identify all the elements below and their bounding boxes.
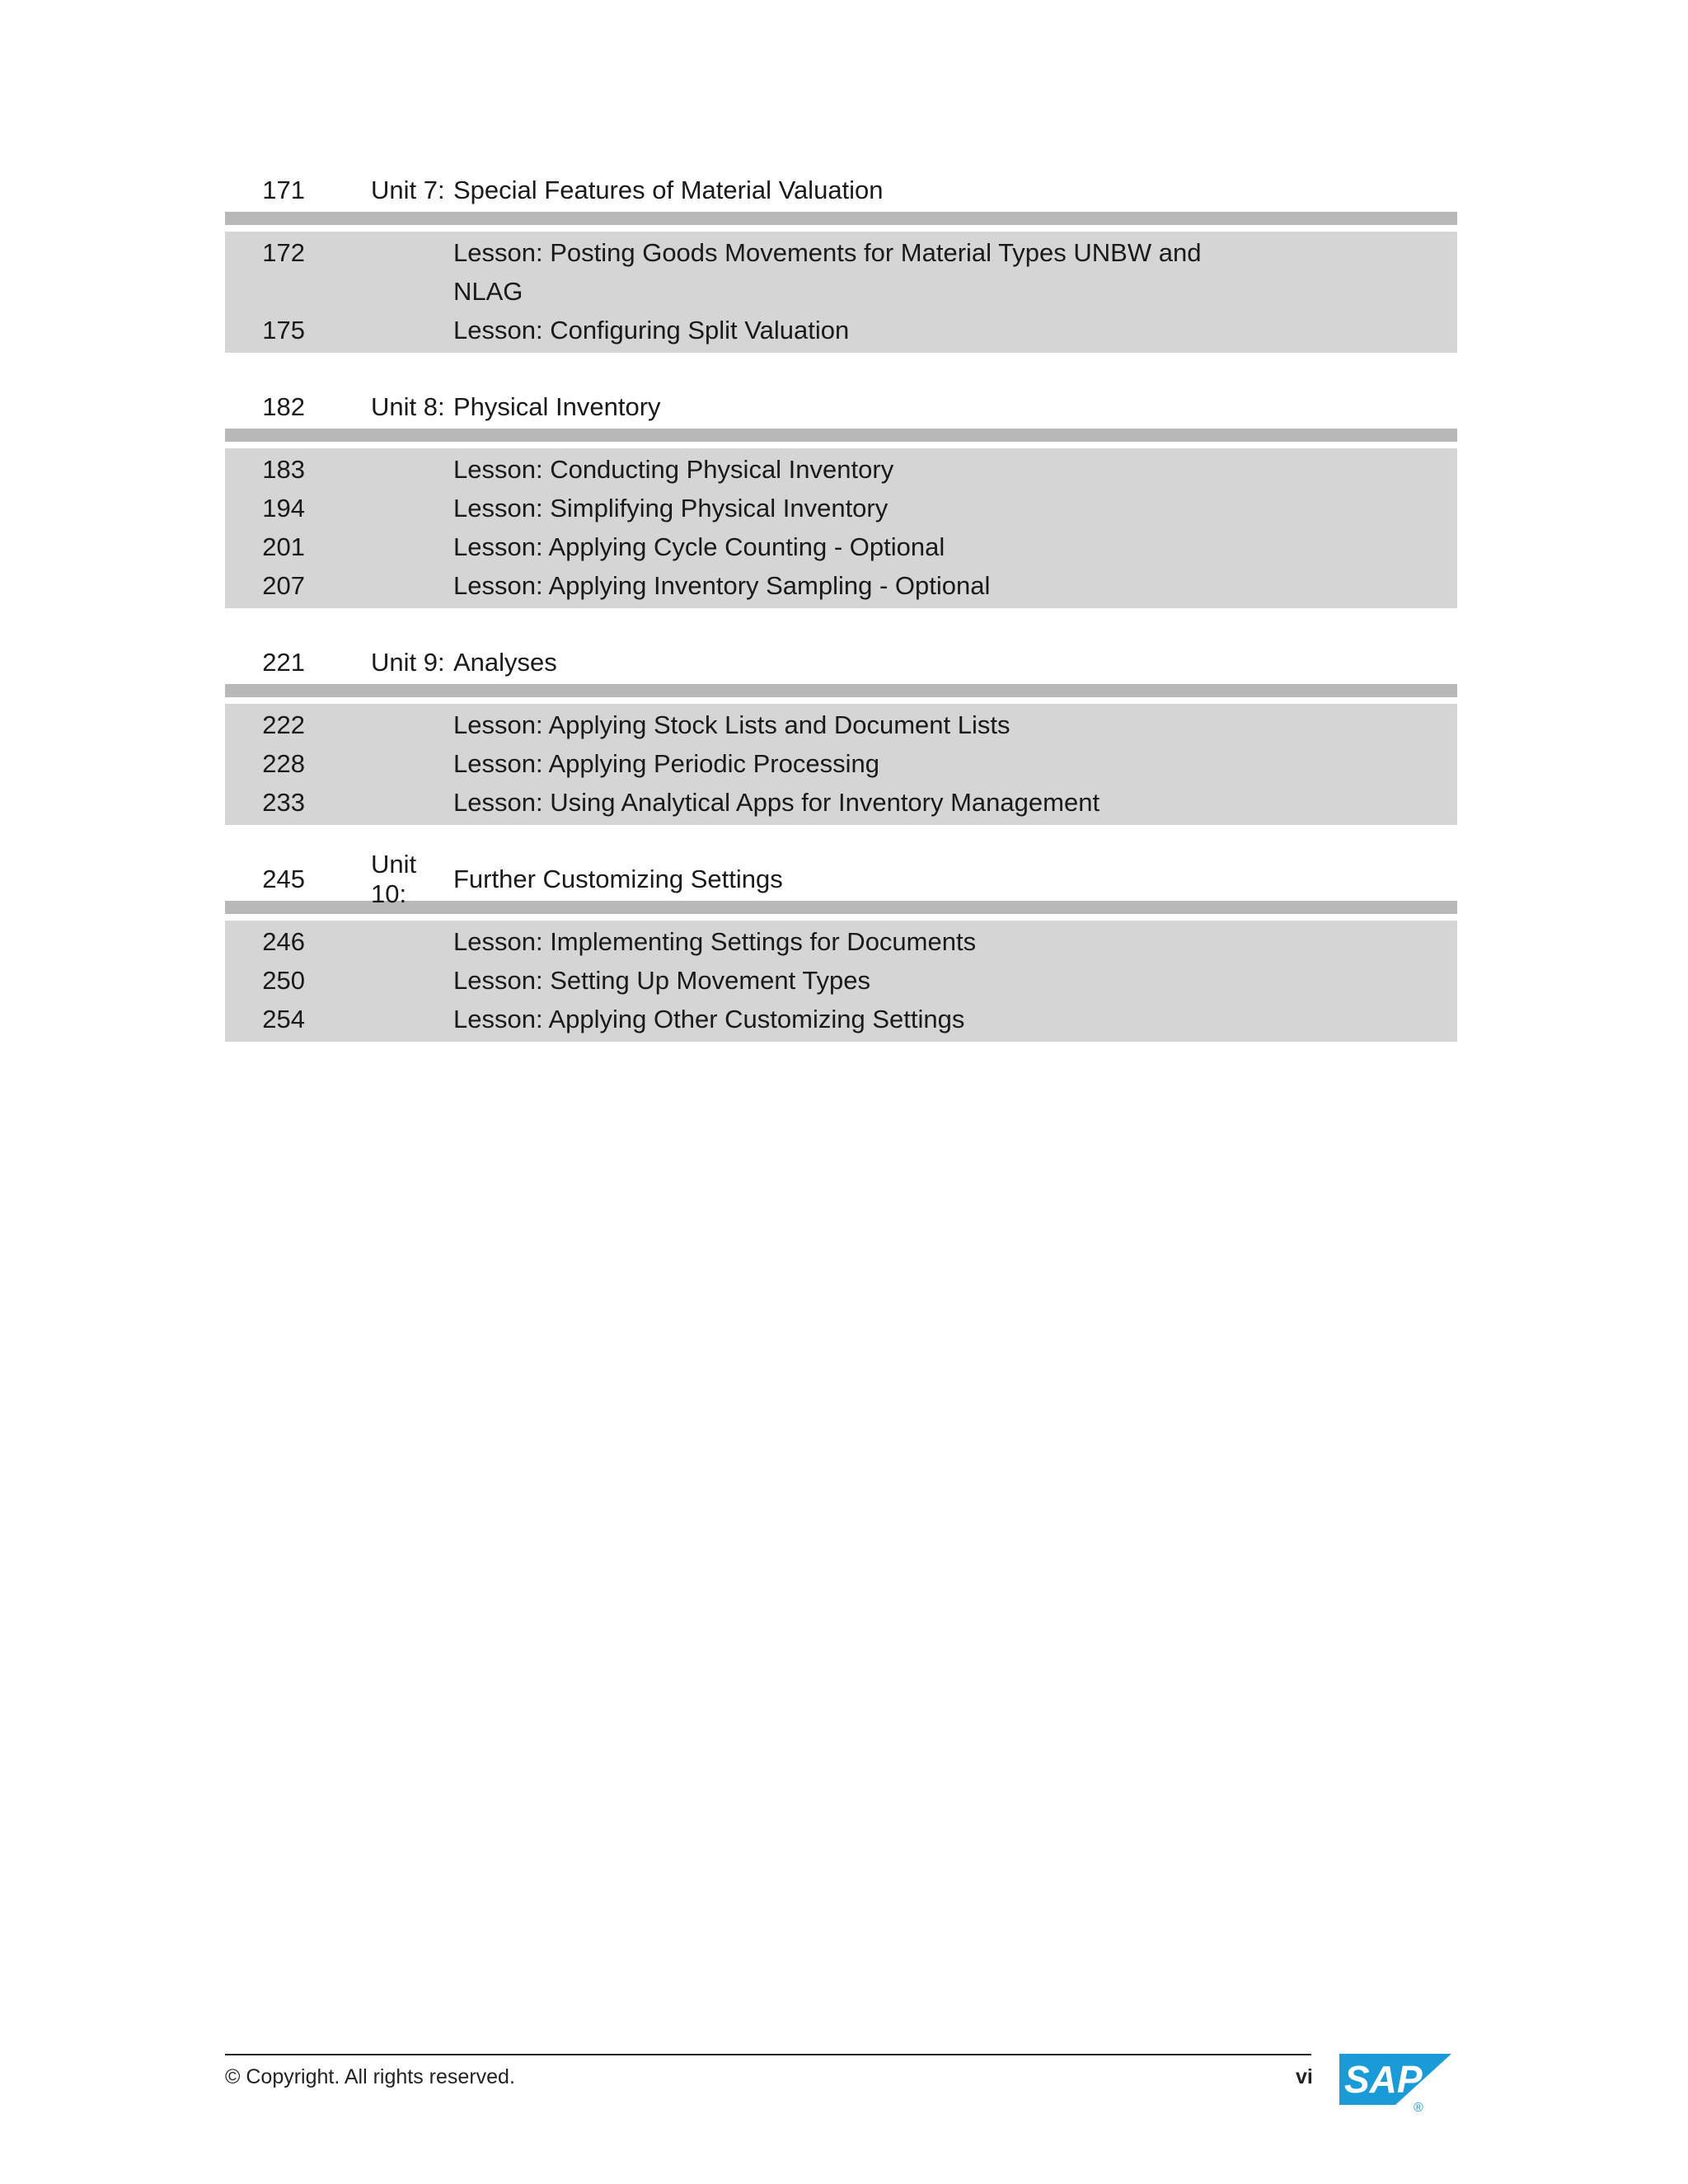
unit-label: Unit 9: bbox=[371, 648, 445, 677]
lesson-item[interactable] bbox=[225, 705, 1457, 744]
lesson-item[interactable] bbox=[225, 922, 1457, 961]
lesson-title: Lesson: Applying Stock Lists and Document Lists bbox=[453, 710, 1010, 739]
lesson-list bbox=[225, 704, 1457, 825]
unit-header[interactable] bbox=[225, 641, 1457, 684]
lesson-page-number: 175 bbox=[262, 316, 305, 344]
lesson-page-number: 194 bbox=[262, 494, 305, 523]
unit-label: Unit 8: bbox=[371, 392, 445, 421]
lesson-title: Lesson: Setting Up Movement Types bbox=[453, 966, 871, 995]
unit-page-number: 182 bbox=[262, 392, 305, 421]
lesson-page-number: 222 bbox=[262, 710, 305, 739]
lesson-title: Lesson: Simplifying Physical Inventory bbox=[453, 494, 889, 523]
unit-header[interactable] bbox=[225, 386, 1457, 429]
unit-title: Further Customizing Settings bbox=[453, 865, 783, 893]
lesson-page-number: 250 bbox=[262, 966, 305, 995]
unit-title: Analyses bbox=[453, 648, 557, 677]
unit-divider-bar bbox=[225, 684, 1457, 697]
lesson-item[interactable] bbox=[225, 744, 1457, 783]
registered-mark: ® bbox=[1414, 2101, 1423, 2111]
toc-unit bbox=[225, 169, 1457, 353]
unit-title: Physical Inventory bbox=[453, 392, 661, 421]
lesson-item[interactable] bbox=[225, 233, 1457, 311]
lesson-list bbox=[225, 232, 1457, 353]
lesson-title: Lesson: Using Analytical Apps for Inventory Management bbox=[453, 788, 1100, 817]
lesson-title: Lesson: Applying Cycle Counting - Optional bbox=[453, 532, 945, 561]
lesson-title: Lesson: Posting Goods Movements for Material Types UNBW and NLAG bbox=[453, 238, 1202, 306]
unit-divider-bar bbox=[225, 212, 1457, 225]
lesson-title: Lesson: Configuring Split Valuation bbox=[453, 316, 850, 344]
unit-header[interactable] bbox=[225, 169, 1457, 212]
lesson-title: Lesson: Applying Inventory Sampling - Optional bbox=[453, 571, 991, 600]
unit-page-number: 245 bbox=[262, 865, 305, 893]
lesson-item[interactable] bbox=[225, 783, 1457, 822]
lesson-title: Lesson: Applying Periodic Processing bbox=[453, 749, 879, 778]
sap-logo-text: SAP bbox=[1344, 2058, 1423, 2101]
footer-divider bbox=[225, 2054, 1311, 2055]
unit-divider-bar bbox=[225, 429, 1457, 442]
lesson-page-number: 172 bbox=[262, 238, 305, 267]
lesson-page-number: 246 bbox=[262, 927, 305, 956]
lesson-item[interactable] bbox=[225, 566, 1457, 605]
lesson-item[interactable] bbox=[225, 961, 1457, 1000]
table-of-contents bbox=[225, 169, 1457, 1075]
sap-logo-icon bbox=[1339, 2054, 1451, 2111]
lesson-list bbox=[225, 921, 1457, 1042]
unit-title: Special Features of Material Valuation bbox=[453, 176, 884, 204]
lesson-list bbox=[225, 448, 1457, 608]
lesson-page-number: 228 bbox=[262, 749, 305, 778]
unit-label: Unit 10: bbox=[371, 850, 417, 908]
lesson-page-number: 233 bbox=[262, 788, 305, 817]
lesson-item[interactable] bbox=[225, 489, 1457, 527]
lesson-title: Lesson: Conducting Physical Inventory bbox=[453, 455, 894, 484]
toc-unit bbox=[225, 641, 1457, 825]
toc-unit bbox=[225, 850, 1457, 1042]
lesson-item[interactable] bbox=[225, 311, 1457, 349]
lesson-item[interactable] bbox=[225, 1000, 1457, 1038]
copyright-text: © Copyright. All rights reserved. bbox=[225, 2065, 515, 2088]
lesson-page-number: 207 bbox=[262, 571, 305, 600]
lesson-title: Lesson: Applying Other Customizing Settings bbox=[453, 1005, 965, 1033]
lesson-item[interactable] bbox=[225, 527, 1457, 566]
lesson-item[interactable] bbox=[225, 450, 1457, 489]
toc-unit bbox=[225, 386, 1457, 608]
page-number: vi bbox=[1296, 2065, 1313, 2088]
lesson-title: Lesson: Implementing Settings for Documents bbox=[453, 927, 977, 956]
unit-page-number: 171 bbox=[262, 176, 305, 204]
lesson-page-number: 201 bbox=[262, 532, 305, 561]
unit-page-number: 221 bbox=[262, 648, 305, 677]
unit-label: Unit 7: bbox=[371, 176, 445, 204]
unit-header[interactable] bbox=[225, 850, 1457, 908]
lesson-page-number: 183 bbox=[262, 455, 305, 484]
lesson-page-number: 254 bbox=[262, 1005, 305, 1033]
